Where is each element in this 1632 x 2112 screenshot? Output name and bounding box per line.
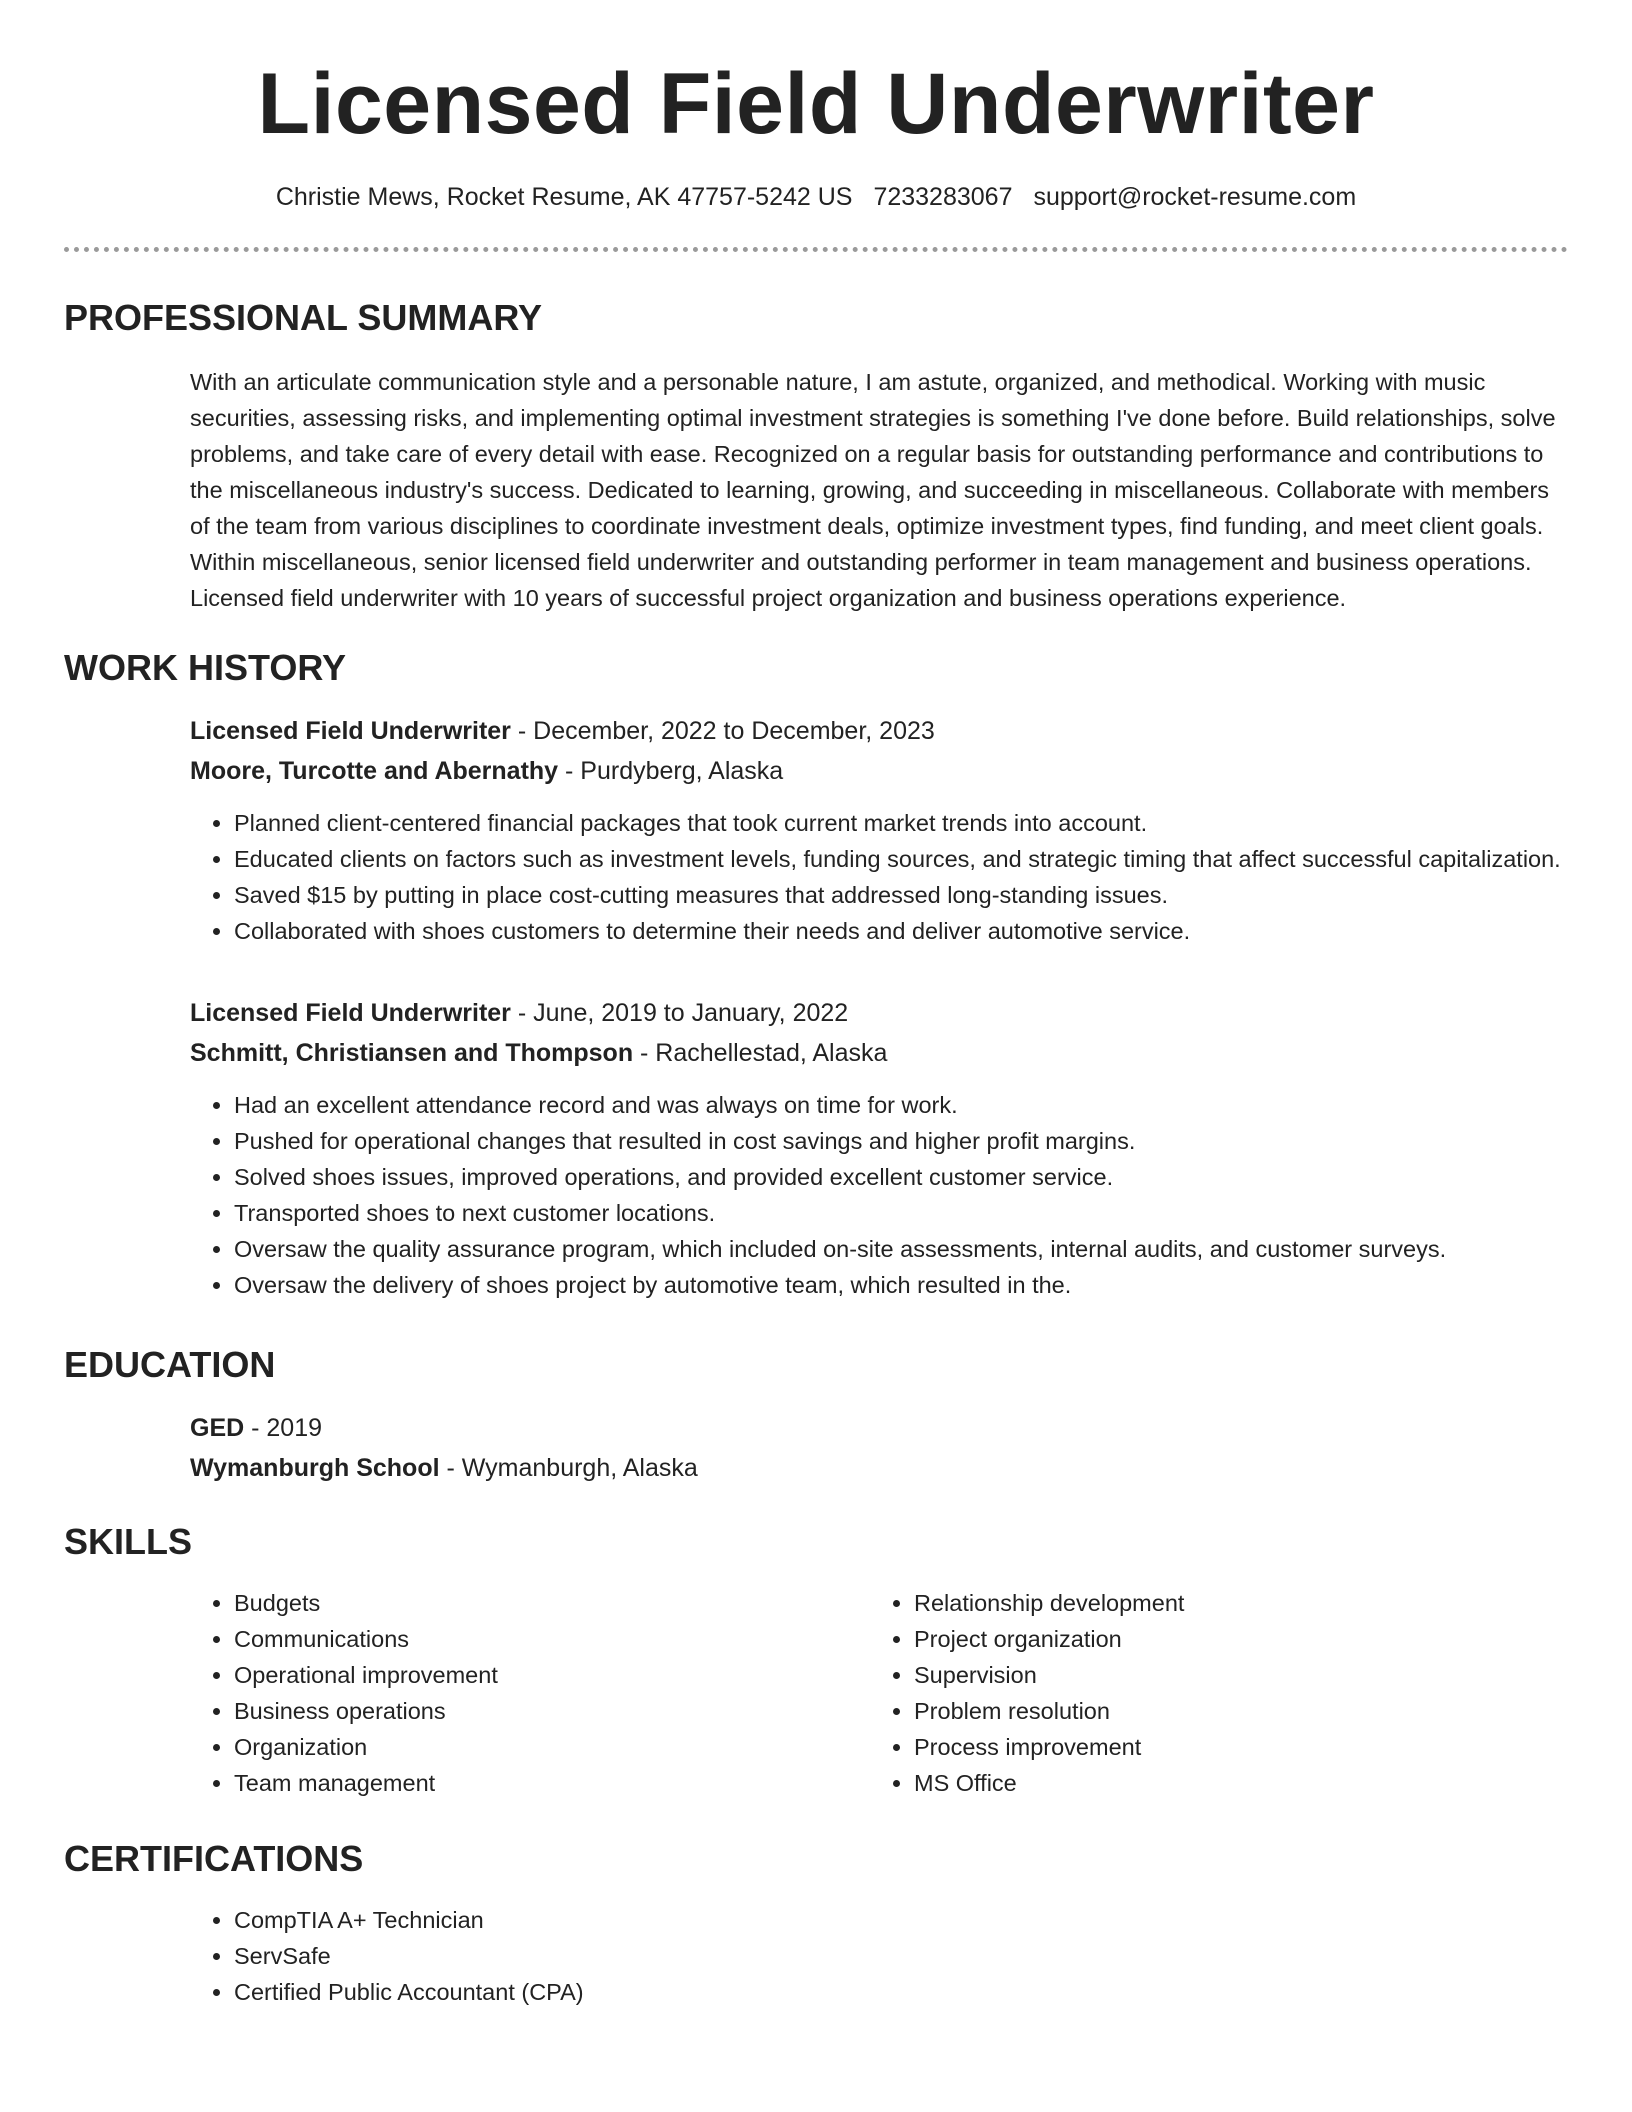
job-entry — [190, 993, 1568, 1303]
job-location: - Purdyberg, Alaska — [558, 756, 784, 785]
list-item: • Process improvement — [914, 1729, 1568, 1765]
summary-text: With an articulate communication style and a personable nature, I am astute, organized, and methodical. Working with music securities, assessing risks, and implementing optimal investment strategies is something I've done before. Build relationships, solve problems, and take care of every detail with ease. Recognized on a regular basis for outstanding performance and contributions to the miscellaneous industry's success. Dedicated to learning, growing, and succeeding in miscellaneous. Collaborate with members of the team from various disciplines to coordinate investment deals, optimize investment types, find funding, and meet client goals. Within miscellaneous, senior licensed field underwriter and outstanding performer in team management and business operations. Licensed field underwriter with 10 years of successful project organization and business operations experience. — [190, 368, 1556, 611]
job-role-line — [190, 711, 1568, 751]
job-bullets — [190, 1087, 1568, 1303]
section-title-certifications: CERTIFICATIONS — [64, 1838, 364, 1880]
job-location: - Rachellestad, Alaska — [633, 1038, 888, 1067]
list-item: • Pushed for operational changes that resulted in cost savings and higher profit margins. — [234, 1123, 1568, 1159]
list-item: • Project organization — [914, 1621, 1568, 1657]
job-entry — [190, 711, 1568, 949]
section-title-skills: SKILLS — [64, 1520, 193, 1562]
list-item: • Saved $15 by putting in place cost-cutting measures that addressed long-standing issues. — [234, 877, 1568, 913]
list-item: • Collaborated with shoes customers to determine their needs and deliver automotive service. — [234, 913, 1568, 949]
job-role-line — [190, 993, 1568, 1033]
job-role: Licensed Field Underwriter — [190, 998, 511, 1027]
contact-email: support@rocket-resume.com — [1033, 182, 1357, 211]
list-item: • Had an excellent attendance record and was always on time for work. — [234, 1087, 1568, 1123]
job-company: Schmitt, Christiansen and Thompson — [190, 1038, 634, 1067]
list-item: • Oversaw the delivery of shoes project by automotive team, which resulted in the. — [234, 1267, 1568, 1303]
section-title-education: EDUCATION — [64, 1343, 276, 1385]
list-item: • Oversaw the quality assurance program, which included on-site assessments, internal audits, and customer surveys. — [234, 1231, 1568, 1267]
list-item: • Educated clients on factors such as investment levels, funding sources, and strategic timing that affect successful capitalization. — [234, 841, 1568, 877]
job-bullets — [190, 805, 1568, 949]
list-item: • Supervision — [914, 1657, 1568, 1693]
job-dates: - June, 2019 to January, 2022 — [510, 998, 849, 1027]
education-degree: GED — [190, 1413, 245, 1442]
list-item: • Problem resolution — [914, 1693, 1568, 1729]
education-school-line — [190, 1448, 1568, 1488]
list-item: • MS Office — [914, 1765, 1568, 1801]
section-title-work-history: WORK HISTORY — [64, 646, 347, 688]
education-degree-line — [190, 1408, 1568, 1448]
contact-phone: 7233283067 — [873, 182, 1013, 211]
job-company: Moore, Turcotte and Abernathy — [190, 756, 559, 785]
list-item: • Certified Public Accountant (CPA) — [234, 1974, 1568, 2010]
certifications-list — [190, 1902, 1568, 2010]
contact-line — [64, 181, 1568, 214]
list-item: • Transported shoes to next customer locations. — [234, 1195, 1568, 1231]
job-company-line — [190, 751, 1568, 791]
section-title-summary: PROFESSIONAL SUMMARY — [64, 297, 543, 339]
header-divider — [64, 247, 1568, 252]
skills-grid — [190, 1585, 1568, 1801]
candidate-name: Licensed Field Underwriter — [257, 56, 1375, 152]
list-item: • Planned client-centered financial packages that took current market trends into account. — [234, 805, 1568, 841]
work-history — [190, 711, 1568, 1303]
skills-right-column — [870, 1585, 1568, 1801]
education-entry — [190, 1408, 1568, 1488]
list-item: • Organization — [234, 1729, 870, 1765]
job-dates: - December, 2022 to December, 2023 — [510, 716, 935, 745]
certifications — [190, 1902, 1568, 2010]
education-year: - 2019 — [244, 1413, 323, 1442]
job-role: Licensed Field Underwriter — [190, 716, 511, 745]
skills — [190, 1585, 1568, 1801]
list-item: • Solved shoes issues, improved operations, and provided excellent customer service. — [234, 1159, 1568, 1195]
list-item: • Communications — [234, 1621, 870, 1657]
list-item: • Operational improvement — [234, 1657, 870, 1693]
list-item: • Business operations — [234, 1693, 870, 1729]
list-item: • CompTIA A+ Technician — [234, 1902, 1568, 1938]
list-item: • Team management — [234, 1765, 870, 1801]
education-location: - Wymanburgh, Alaska — [439, 1453, 698, 1482]
job-company-line — [190, 1033, 1568, 1073]
list-item: • ServSafe — [234, 1938, 1568, 1974]
contact-address: Christie Mews, Rocket Resume, AK 47757-5242 US — [275, 182, 853, 211]
skills-left-column — [190, 1585, 870, 1801]
list-item: • Budgets — [234, 1585, 870, 1621]
list-item: • Relationship development — [914, 1585, 1568, 1621]
education-school: Wymanburgh School — [190, 1453, 440, 1482]
